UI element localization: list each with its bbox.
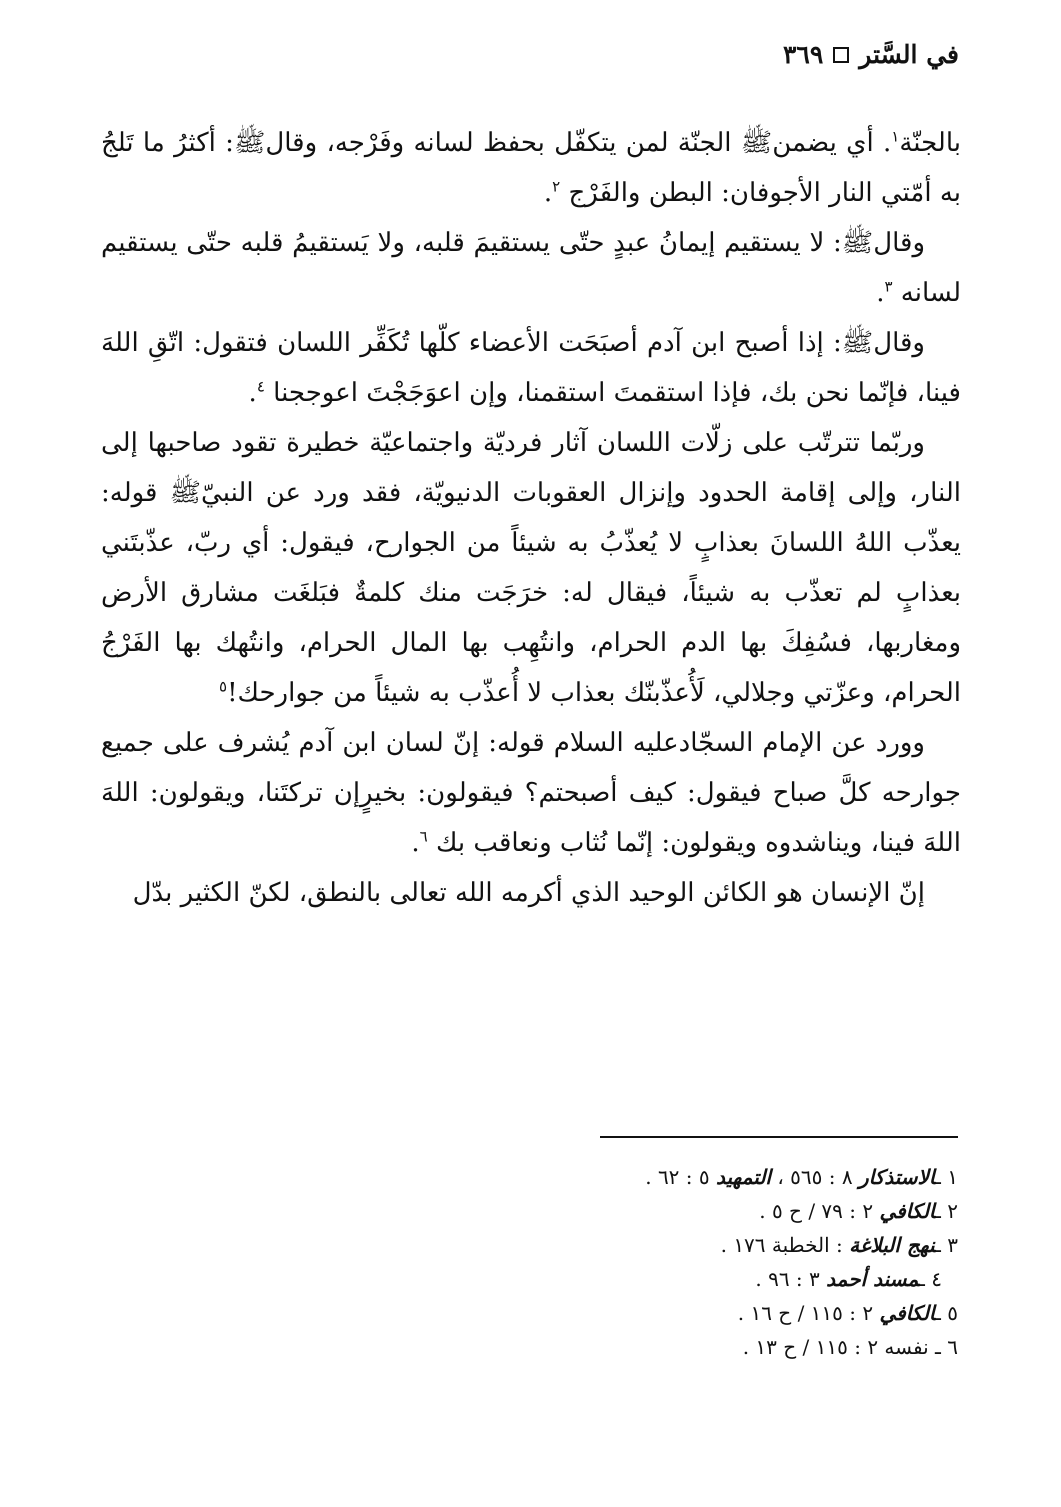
paragraph	[101, 418, 961, 718]
paragraph	[101, 318, 961, 418]
punctuation: .	[876, 278, 885, 308]
punctuation: .	[248, 378, 257, 408]
source-reference: نفسه ٢ : ١١٥ / ح ١٣ .	[742, 1335, 929, 1359]
footnote-number: ٢ ـ	[935, 1199, 958, 1223]
footnote-ref[interactable]: ٤	[256, 377, 265, 396]
footnote-item	[258, 1228, 958, 1262]
footnote-ref[interactable]: ١	[891, 127, 900, 146]
paragraph-text: بالجنّة	[899, 128, 961, 158]
paragraph-text: . أي يضمنﷺ الجنّة لمن يتكفّل بحفظ لسانه وفَرْجه، وقالﷺ: أكثرُ ما تَلجُ به أمّتي النار الأجوفان: البطن والفَرْج	[101, 128, 961, 208]
source-reference: ٣ : ٩٦ .	[755, 1267, 820, 1291]
paragraph	[101, 118, 961, 218]
source-reference: ٥ : ٦٢ .	[645, 1165, 710, 1189]
source-title: الكافي	[879, 1199, 936, 1223]
main-text	[101, 118, 961, 918]
source-reference: ٢ : ١١٥ / ح ١٦ .	[737, 1301, 874, 1325]
chapter-title: في السَّتر	[859, 40, 959, 69]
source-reference: ٢ : ٧٩ / ح ٥ .	[759, 1199, 874, 1223]
paragraph-text: وورد عن الإمام السجّادعليه السلام قوله: إنّ لسان ابن آدم يُشرف على جميع جوارحه كلَّ صباح فيقول: كيف أصبحتم؟ فيقولون: بخيرٍإن تركتَنا، ويقولون: اللهَ اللهَ فينا، ويناشدوه ويقولون: إنّما نُثاب ونعاقب بك	[101, 728, 961, 858]
footnote-ref[interactable]: ٥	[219, 677, 228, 696]
footnote-number: ٤ ـ	[919, 1267, 942, 1291]
paragraph	[101, 868, 961, 918]
footnote-number: ١ ـ	[935, 1165, 958, 1189]
paragraph	[101, 718, 961, 868]
punctuation: .	[543, 178, 553, 208]
footnote-number: ٦ ـ	[935, 1335, 958, 1359]
footnote-divider	[600, 1136, 958, 1138]
footnote-ref[interactable]: ٢	[552, 177, 561, 196]
running-header	[783, 40, 959, 69]
paragraph-text: إنّ الإنسان هو الكائن الوحيد الذي أكرمه الله تعالى بالنطق، لكنّ الكثير بدّل	[132, 878, 925, 908]
footnote-item	[258, 1296, 958, 1330]
footnote-item	[258, 1330, 958, 1364]
source-title: الاستذكار	[858, 1165, 936, 1189]
footnote-number: ٥ ـ	[935, 1301, 958, 1325]
page-number: ٣٦٩	[783, 40, 824, 69]
paragraph	[101, 218, 961, 318]
square-bullet-icon	[833, 47, 849, 63]
footnote-item	[258, 1262, 958, 1296]
footnote-number: ٣ ـ	[935, 1233, 958, 1257]
source-title: التمهيد	[715, 1165, 771, 1189]
source-title: نهج البلاغة	[849, 1233, 936, 1257]
paragraph-text: وقالﷺ: إذا أصبح ابن آدم أصبَحَت الأعضاء كلّها تُكَفِّر اللسان فتقول: اتّقِ اللهَ فينا، فإنّما نحن بك، فإذا استقمتَ استقمنا، وإن اعوَجَجْتَ اعوججنا	[101, 328, 961, 408]
paragraph-text: وربّما تترتّب على زلّات اللسان آثار فرديّة واجتماعيّة خطيرة تقود صاحبها إلى النار، وإلى إقامة الحدود وإنزال العقوبات الدنيويّة، فقد ورد عن النبيّﷺ قوله: يعذّب اللهُ اللسانَ بعذابٍ لا يُعذّبُ به شيئاً من الجوارح، فيقول: أي ربّ، عذّبتَني بعذابٍ لم تعذّب به شيئاً، فيقال له: خرَجَت منك كلمةٌ فبَلغَت مشارق الأرض ومغاربها، فسُفِكَ بها الدم الحرام، وانتُهِب بها المال الحرام، وانتُهك بها الفَرْجُ الحرام، وعزّتي وجلالي، لَأُعذّبنّك بعذاب لا أُعذّب به شيئاً من جوارحك!	[101, 428, 961, 708]
paragraph-text: وقالﷺ: لا يستقيم إيمانُ عبدٍ حتّى يستقيمَ قلبه، ولا يَستقيمُ قلبه حتّى يستقيم لسانه	[101, 228, 961, 308]
source-reference: : الخطبة ١٧٦ .	[720, 1233, 843, 1257]
footnote-item	[258, 1160, 958, 1194]
punctuation: .	[411, 828, 420, 858]
footnote-ref[interactable]: ٣	[884, 277, 893, 296]
source-reference: ٨ : ٥٦٥ ،	[777, 1165, 853, 1189]
footnote-ref[interactable]: ٦	[419, 827, 428, 846]
footnote-item	[258, 1194, 958, 1228]
source-title: الكافي	[879, 1301, 936, 1325]
source-title: مسند أحمد	[826, 1267, 920, 1291]
footnotes	[258, 1160, 958, 1364]
